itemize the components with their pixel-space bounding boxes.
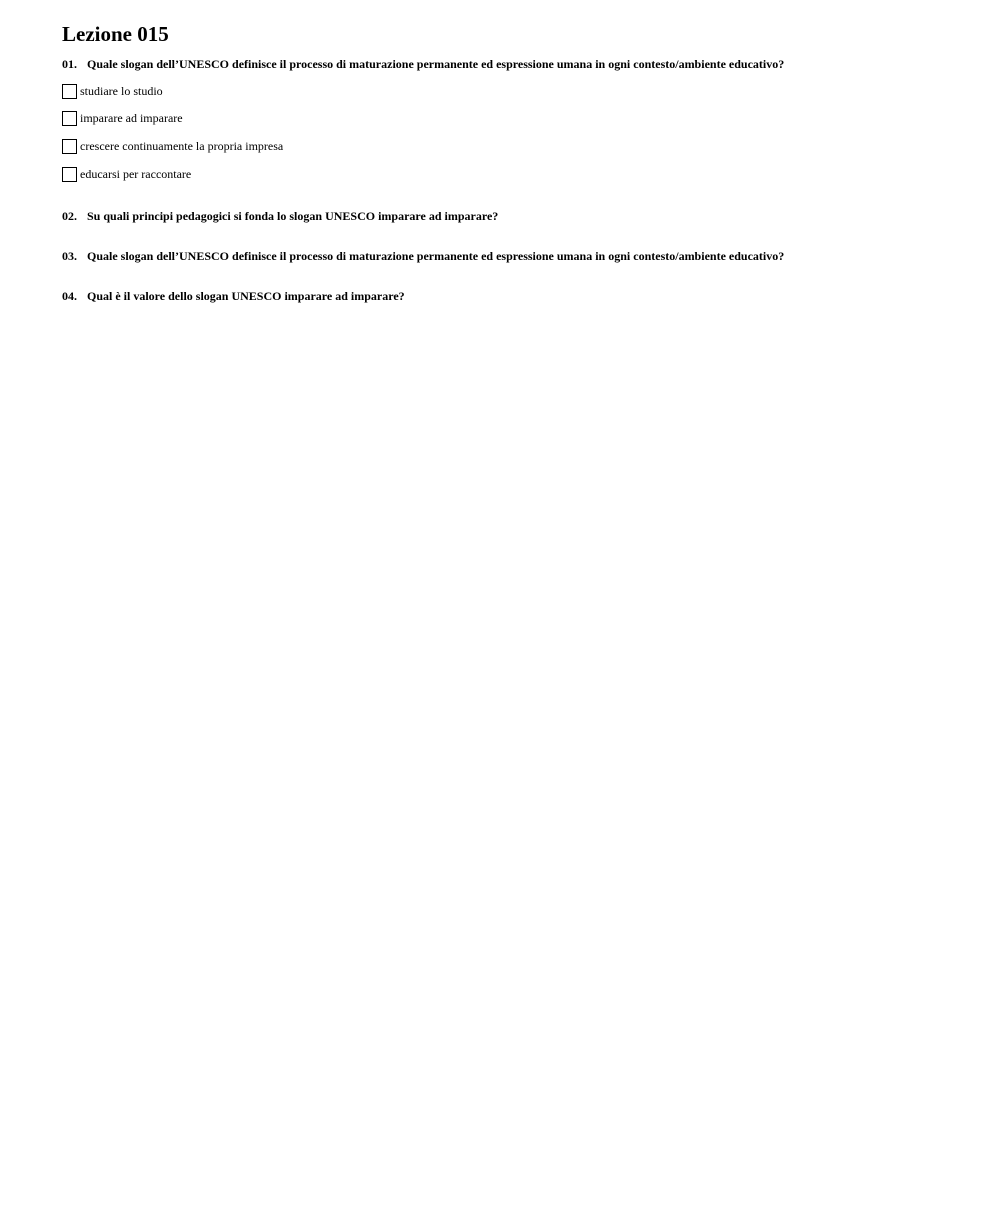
answer-label: crescere continuamente la propria impresa	[80, 139, 284, 153]
question-04	[62, 288, 405, 304]
answer-label: studiare lo studio	[80, 84, 163, 98]
answer-label: educarsi per raccontare	[80, 167, 192, 181]
question-number: 04.	[62, 289, 77, 303]
answer-checkbox[interactable]	[62, 139, 77, 154]
answer-option-2[interactable]	[62, 110, 183, 126]
question-02	[62, 208, 498, 224]
answer-checkbox[interactable]	[62, 111, 77, 126]
answer-checkbox[interactable]	[62, 167, 77, 182]
question-number: 01.	[62, 57, 77, 71]
answer-option-1[interactable]	[62, 83, 163, 99]
question-text: Qual è il valore dello slogan UNESCO imparare ad imparare?	[87, 289, 405, 303]
question-text: Su quali principi pedagogici si fonda lo slogan UNESCO imparare ad imparare?	[87, 209, 499, 223]
answer-label: imparare ad imparare	[80, 111, 183, 125]
answer-option-4[interactable]	[62, 166, 191, 182]
lesson-title: Lezione 015	[62, 22, 169, 46]
question-text: Quale slogan dell’UNESCO definisce il processo di maturazione permanente ed espressione umana in ogni contesto/ambiente educativo?	[87, 57, 785, 71]
question-01	[62, 56, 784, 72]
question-number: 03.	[62, 249, 77, 263]
question-03	[62, 248, 784, 264]
question-number: 02.	[62, 209, 77, 223]
answer-option-3[interactable]	[62, 138, 283, 154]
question-text: Quale slogan dell’UNESCO definisce il processo di maturazione permanente ed espressione umana in ogni contesto/ambiente educativo?	[87, 249, 785, 263]
answer-checkbox[interactable]	[62, 84, 77, 99]
